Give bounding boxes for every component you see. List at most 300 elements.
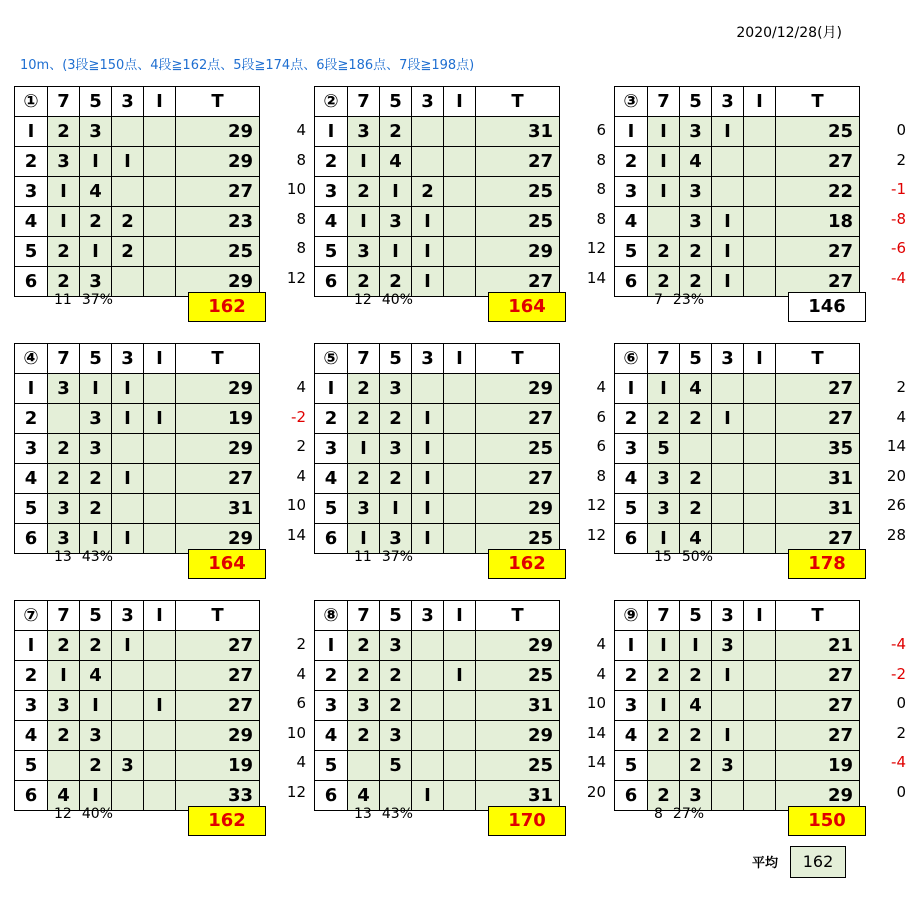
count-3-cell: I [412, 434, 444, 464]
end-total-cell: 29 [176, 721, 260, 751]
count-1-cell [444, 494, 476, 524]
count-7-cell: 2 [348, 661, 380, 691]
running-diff: 8 [596, 466, 606, 485]
count-7-cell: 3 [348, 237, 380, 267]
count-7-cell: 2 [648, 404, 680, 434]
count-1-cell [144, 721, 176, 751]
end-total-cell: 31 [476, 781, 560, 811]
running-diff-column [876, 373, 906, 550]
end-number-cell: 2 [315, 147, 348, 177]
count-3-cell [412, 661, 444, 691]
end-row [615, 631, 860, 661]
running-diff: 4 [296, 664, 306, 683]
count-3-cell [712, 147, 744, 177]
seven-percent: 50% [681, 549, 713, 565]
seven-percent: 43% [381, 806, 413, 822]
count-1-cell [744, 207, 776, 237]
header-cell: T [176, 87, 260, 117]
count-3-cell: I [112, 404, 144, 434]
count-1-cell [744, 721, 776, 751]
count-7-cell: I [648, 147, 680, 177]
count-7-cell: I [348, 434, 380, 464]
end-total-cell: 29 [476, 721, 560, 751]
end-total-cell: 27 [776, 374, 860, 404]
count-7-cell: I [48, 177, 80, 207]
end-number-cell: 5 [315, 494, 348, 524]
end-row [315, 751, 560, 781]
end-number-cell: 2 [615, 661, 648, 691]
count-1-cell: I [144, 691, 176, 721]
set-total: 146 [788, 292, 866, 322]
count-7-cell: 3 [348, 117, 380, 147]
count-1-cell [744, 374, 776, 404]
count-1-cell [744, 434, 776, 464]
end-total-cell: 31 [476, 117, 560, 147]
header-cell: I [744, 87, 776, 117]
count-3-cell [412, 374, 444, 404]
count-7-cell: 2 [348, 267, 380, 297]
running-diff: 14 [586, 753, 606, 771]
end-number-cell: 5 [15, 494, 48, 524]
header-cell: T [176, 344, 260, 374]
end-number-cell: 3 [15, 691, 48, 721]
count-5-cell: 3 [380, 631, 412, 661]
end-total-cell: 18 [776, 207, 860, 237]
header-cell: I [744, 601, 776, 631]
running-diff: 6 [296, 694, 306, 712]
running-diff: -6 [891, 239, 906, 257]
running-diff: 6 [596, 407, 606, 426]
end-number-cell: 5 [15, 751, 48, 781]
running-diff: 14 [586, 723, 606, 742]
seven-count: 12 [54, 806, 72, 822]
count-5-cell: 2 [680, 751, 712, 781]
count-5-cell: I [80, 374, 112, 404]
end-number-cell: 2 [15, 147, 48, 177]
count-7-cell: 2 [48, 464, 80, 494]
seven-count-summary [354, 549, 423, 565]
header-cell: I [444, 344, 476, 374]
header-cell: 5 [80, 87, 112, 117]
count-3-cell [712, 374, 744, 404]
end-row [615, 751, 860, 781]
end-number-cell: 6 [315, 267, 348, 297]
end-number-cell: 5 [615, 494, 648, 524]
end-row [615, 117, 860, 147]
score-table [614, 343, 860, 554]
running-diff: 4 [596, 378, 606, 396]
count-5-cell: 2 [680, 404, 712, 434]
count-7-cell: I [648, 524, 680, 554]
set-label: ⑨ [615, 601, 648, 631]
running-diff: 10 [286, 180, 306, 198]
running-diff: 20 [586, 782, 606, 801]
count-3-cell: I [412, 524, 444, 554]
count-1-cell [444, 267, 476, 297]
end-total-cell: 27 [776, 237, 860, 267]
count-3-cell: I [712, 267, 744, 297]
end-total-cell: 31 [176, 494, 260, 524]
end-total-cell: 27 [776, 147, 860, 177]
end-number-cell: 3 [615, 177, 648, 207]
end-row [15, 494, 260, 524]
header-cell: 3 [412, 601, 444, 631]
end-row [615, 494, 860, 524]
running-diff: 4 [296, 753, 306, 771]
end-total-cell: 27 [176, 177, 260, 207]
end-total-cell: 27 [776, 661, 860, 691]
seven-percent: 40% [381, 292, 413, 308]
count-3-cell: I [712, 117, 744, 147]
end-number-cell: 6 [615, 267, 648, 297]
running-diff: 14 [286, 525, 306, 544]
header-cell: 5 [680, 601, 712, 631]
count-5-cell: 4 [380, 147, 412, 177]
count-7-cell [648, 751, 680, 781]
end-total-cell: 29 [776, 781, 860, 811]
end-number-cell: 6 [315, 524, 348, 554]
seven-percent: 43% [81, 549, 113, 565]
end-total-cell: 29 [476, 374, 560, 404]
count-3-cell [112, 177, 144, 207]
count-1-cell [744, 691, 776, 721]
report-date: 2020/12/28(月) [736, 25, 842, 41]
set-total: 170 [488, 806, 566, 836]
end-row [15, 117, 260, 147]
count-1-cell [744, 237, 776, 267]
count-5-cell: 3 [380, 721, 412, 751]
count-5-cell: 3 [380, 434, 412, 464]
end-number-cell: 3 [615, 434, 648, 464]
count-3-cell [712, 781, 744, 811]
running-diff: 2 [896, 723, 906, 742]
header-cell: 5 [380, 601, 412, 631]
end-number-cell: 4 [15, 464, 48, 494]
end-total-cell: 33 [176, 781, 260, 811]
seven-count: 7 [654, 292, 663, 308]
end-row [15, 374, 260, 404]
seven-count: 11 [354, 549, 372, 565]
end-number-cell: I [15, 374, 48, 404]
end-row [15, 464, 260, 494]
count-3-cell: 3 [112, 751, 144, 781]
score-table [314, 86, 560, 297]
end-number-cell: 5 [615, 751, 648, 781]
end-total-cell: 27 [776, 691, 860, 721]
set-total: 164 [188, 549, 266, 579]
end-number-cell: 4 [615, 207, 648, 237]
end-number-cell: 2 [615, 404, 648, 434]
count-7-cell: 3 [648, 494, 680, 524]
count-5-cell: 5 [380, 751, 412, 781]
running-diff: 0 [896, 694, 906, 712]
running-diff: -4 [891, 635, 906, 653]
count-1-cell [444, 374, 476, 404]
end-total-cell: 27 [476, 147, 560, 177]
end-row [315, 207, 560, 237]
running-diff-column [576, 116, 606, 293]
count-3-cell: I [712, 207, 744, 237]
end-row [15, 237, 260, 267]
count-7-cell: I [348, 207, 380, 237]
count-1-cell [144, 524, 176, 554]
end-row [15, 177, 260, 207]
count-5-cell: 4 [80, 177, 112, 207]
score-block [314, 343, 604, 583]
count-1-cell [444, 207, 476, 237]
set-total: 162 [188, 806, 266, 836]
end-row [315, 464, 560, 494]
end-row [615, 237, 860, 267]
running-diff: 20 [886, 466, 906, 485]
count-1-cell [744, 177, 776, 207]
score-block [614, 86, 904, 326]
end-number-cell: I [315, 117, 348, 147]
count-3-cell: I [112, 147, 144, 177]
count-1-cell [144, 147, 176, 177]
end-row [615, 464, 860, 494]
end-total-cell: 29 [476, 494, 560, 524]
count-1-cell [144, 494, 176, 524]
count-1-cell [744, 524, 776, 554]
count-7-cell: 2 [648, 267, 680, 297]
dan-rule-text: 10m、(3段≧150点、4段≧162点、5段≧174点、6段≧186点、7段≧198点) [20, 58, 475, 73]
count-7-cell: I [48, 207, 80, 237]
count-1-cell [144, 781, 176, 811]
set-label: ② [315, 87, 348, 117]
seven-percent: 23% [672, 292, 705, 308]
count-1-cell [444, 691, 476, 721]
count-3-cell: I [712, 721, 744, 751]
count-3-cell [712, 177, 744, 207]
end-total-cell: 27 [476, 267, 560, 297]
score-block [14, 600, 304, 840]
count-3-cell: I [412, 237, 444, 267]
header-cell: 7 [348, 344, 380, 374]
running-diff: -4 [891, 753, 906, 771]
count-3-cell: I [412, 404, 444, 434]
count-3-cell: I [112, 524, 144, 554]
count-3-cell: I [712, 404, 744, 434]
count-7-cell: 2 [48, 434, 80, 464]
count-5-cell: 4 [680, 147, 712, 177]
count-7-cell [48, 404, 80, 434]
end-number-cell: 3 [315, 691, 348, 721]
running-diff: -1 [891, 180, 906, 198]
count-1-cell [744, 147, 776, 177]
count-5-cell: 2 [80, 494, 112, 524]
running-diff-column [276, 373, 306, 550]
end-number-cell: 3 [315, 177, 348, 207]
end-number-cell: I [15, 117, 48, 147]
end-total-cell: 27 [776, 267, 860, 297]
end-total-cell: 27 [776, 721, 860, 751]
end-total-cell: 27 [476, 464, 560, 494]
end-number-cell: 6 [15, 781, 48, 811]
count-3-cell [412, 147, 444, 177]
end-row [615, 661, 860, 691]
count-7-cell: 3 [348, 494, 380, 524]
end-row [15, 631, 260, 661]
end-number-cell: 3 [15, 177, 48, 207]
header-cell: 3 [112, 344, 144, 374]
end-number-cell: 4 [15, 207, 48, 237]
count-5-cell: 2 [680, 237, 712, 267]
score-block [614, 343, 904, 583]
seven-percent: 37% [381, 549, 413, 565]
end-total-cell: 29 [176, 267, 260, 297]
end-row [315, 494, 560, 524]
running-diff: 4 [296, 121, 306, 139]
set-label: ① [15, 87, 48, 117]
seven-count-summary [354, 806, 423, 822]
header-cell: 3 [112, 87, 144, 117]
count-7-cell [348, 751, 380, 781]
count-5-cell: 2 [380, 661, 412, 691]
end-number-cell: 3 [615, 691, 648, 721]
end-row [15, 721, 260, 751]
count-3-cell: I [412, 267, 444, 297]
running-diff: 6 [596, 121, 606, 139]
count-5-cell: 2 [680, 267, 712, 297]
count-1-cell [744, 464, 776, 494]
end-row [615, 691, 860, 721]
end-number-cell: I [315, 631, 348, 661]
end-number-cell: 4 [315, 207, 348, 237]
count-7-cell: 2 [348, 631, 380, 661]
end-total-cell: 27 [176, 691, 260, 721]
count-5-cell: I [80, 147, 112, 177]
seven-count-summary [54, 292, 123, 308]
count-3-cell [412, 751, 444, 781]
end-row [615, 404, 860, 434]
count-1-cell [144, 267, 176, 297]
count-3-cell [712, 464, 744, 494]
count-5-cell: 2 [680, 661, 712, 691]
header-cell: I [144, 87, 176, 117]
end-total-cell: 25 [476, 524, 560, 554]
count-7-cell [648, 207, 680, 237]
count-5-cell: I [680, 631, 712, 661]
count-7-cell: 4 [348, 781, 380, 811]
end-row [615, 147, 860, 177]
count-7-cell: 2 [648, 237, 680, 267]
count-5-cell: 3 [380, 524, 412, 554]
header-cell: T [776, 601, 860, 631]
end-row [315, 177, 560, 207]
header-cell: 7 [48, 601, 80, 631]
count-3-cell: I [412, 494, 444, 524]
end-total-cell: 23 [176, 207, 260, 237]
end-row [615, 721, 860, 751]
running-diff-column [876, 630, 906, 807]
count-7-cell: 2 [348, 177, 380, 207]
end-total-cell: 31 [776, 494, 860, 524]
end-number-cell: I [615, 374, 648, 404]
count-5-cell: I [380, 494, 412, 524]
running-diff: 8 [296, 239, 306, 257]
header-cell: 5 [380, 344, 412, 374]
count-5-cell: 2 [80, 631, 112, 661]
header-cell: T [176, 601, 260, 631]
count-3-cell: I [412, 207, 444, 237]
count-5-cell: I [80, 691, 112, 721]
end-number-cell: 4 [15, 721, 48, 751]
count-5-cell [680, 434, 712, 464]
end-number-cell: 2 [315, 404, 348, 434]
header-cell: T [776, 87, 860, 117]
count-3-cell: I [112, 464, 144, 494]
end-total-cell: 19 [176, 751, 260, 781]
running-diff: 2 [896, 150, 906, 169]
end-total-cell: 25 [476, 434, 560, 464]
count-7-cell: 5 [648, 434, 680, 464]
running-diff: 26 [886, 496, 906, 514]
count-5-cell: 3 [680, 781, 712, 811]
count-7-cell: I [348, 524, 380, 554]
score-table [14, 343, 260, 554]
end-total-cell: 29 [176, 434, 260, 464]
running-diff: 12 [286, 268, 306, 287]
set-label: ⑥ [615, 344, 648, 374]
header-cell: 5 [380, 87, 412, 117]
running-diff: 12 [586, 496, 606, 514]
count-5-cell: 3 [680, 177, 712, 207]
seven-percent: 37% [81, 292, 113, 308]
set-label: ⑦ [15, 601, 48, 631]
count-1-cell [144, 631, 176, 661]
running-diff: -4 [891, 268, 906, 287]
count-7-cell: 2 [348, 721, 380, 751]
count-7-cell: 2 [48, 721, 80, 751]
end-total-cell: 29 [476, 237, 560, 267]
running-diff: 2 [896, 378, 906, 396]
end-row [15, 147, 260, 177]
count-7-cell: 2 [648, 781, 680, 811]
end-row [615, 374, 860, 404]
count-3-cell: 3 [712, 751, 744, 781]
score-block [14, 86, 304, 326]
count-5-cell: 3 [80, 267, 112, 297]
set-total: 150 [788, 806, 866, 836]
count-3-cell [112, 721, 144, 751]
count-1-cell [444, 177, 476, 207]
running-diff: 12 [586, 525, 606, 544]
header-cell: 3 [112, 601, 144, 631]
end-total-cell: 29 [176, 147, 260, 177]
count-3-cell [112, 691, 144, 721]
set-total: 162 [488, 549, 566, 579]
header-cell: 7 [348, 87, 380, 117]
end-total-cell: 27 [476, 404, 560, 434]
running-diff: 4 [596, 635, 606, 653]
seven-count: 8 [654, 806, 663, 822]
running-diff: 4 [896, 407, 906, 426]
running-diff: 8 [296, 150, 306, 169]
count-7-cell: 2 [648, 721, 680, 751]
end-number-cell: 5 [315, 751, 348, 781]
end-row [315, 721, 560, 751]
end-row [615, 434, 860, 464]
count-3-cell [412, 691, 444, 721]
header-cell: 7 [48, 344, 80, 374]
end-row [315, 631, 560, 661]
header-cell: I [744, 344, 776, 374]
count-3-cell: 2 [112, 207, 144, 237]
count-1-cell [744, 404, 776, 434]
running-diff: -2 [891, 664, 906, 683]
end-total-cell: 29 [176, 524, 260, 554]
